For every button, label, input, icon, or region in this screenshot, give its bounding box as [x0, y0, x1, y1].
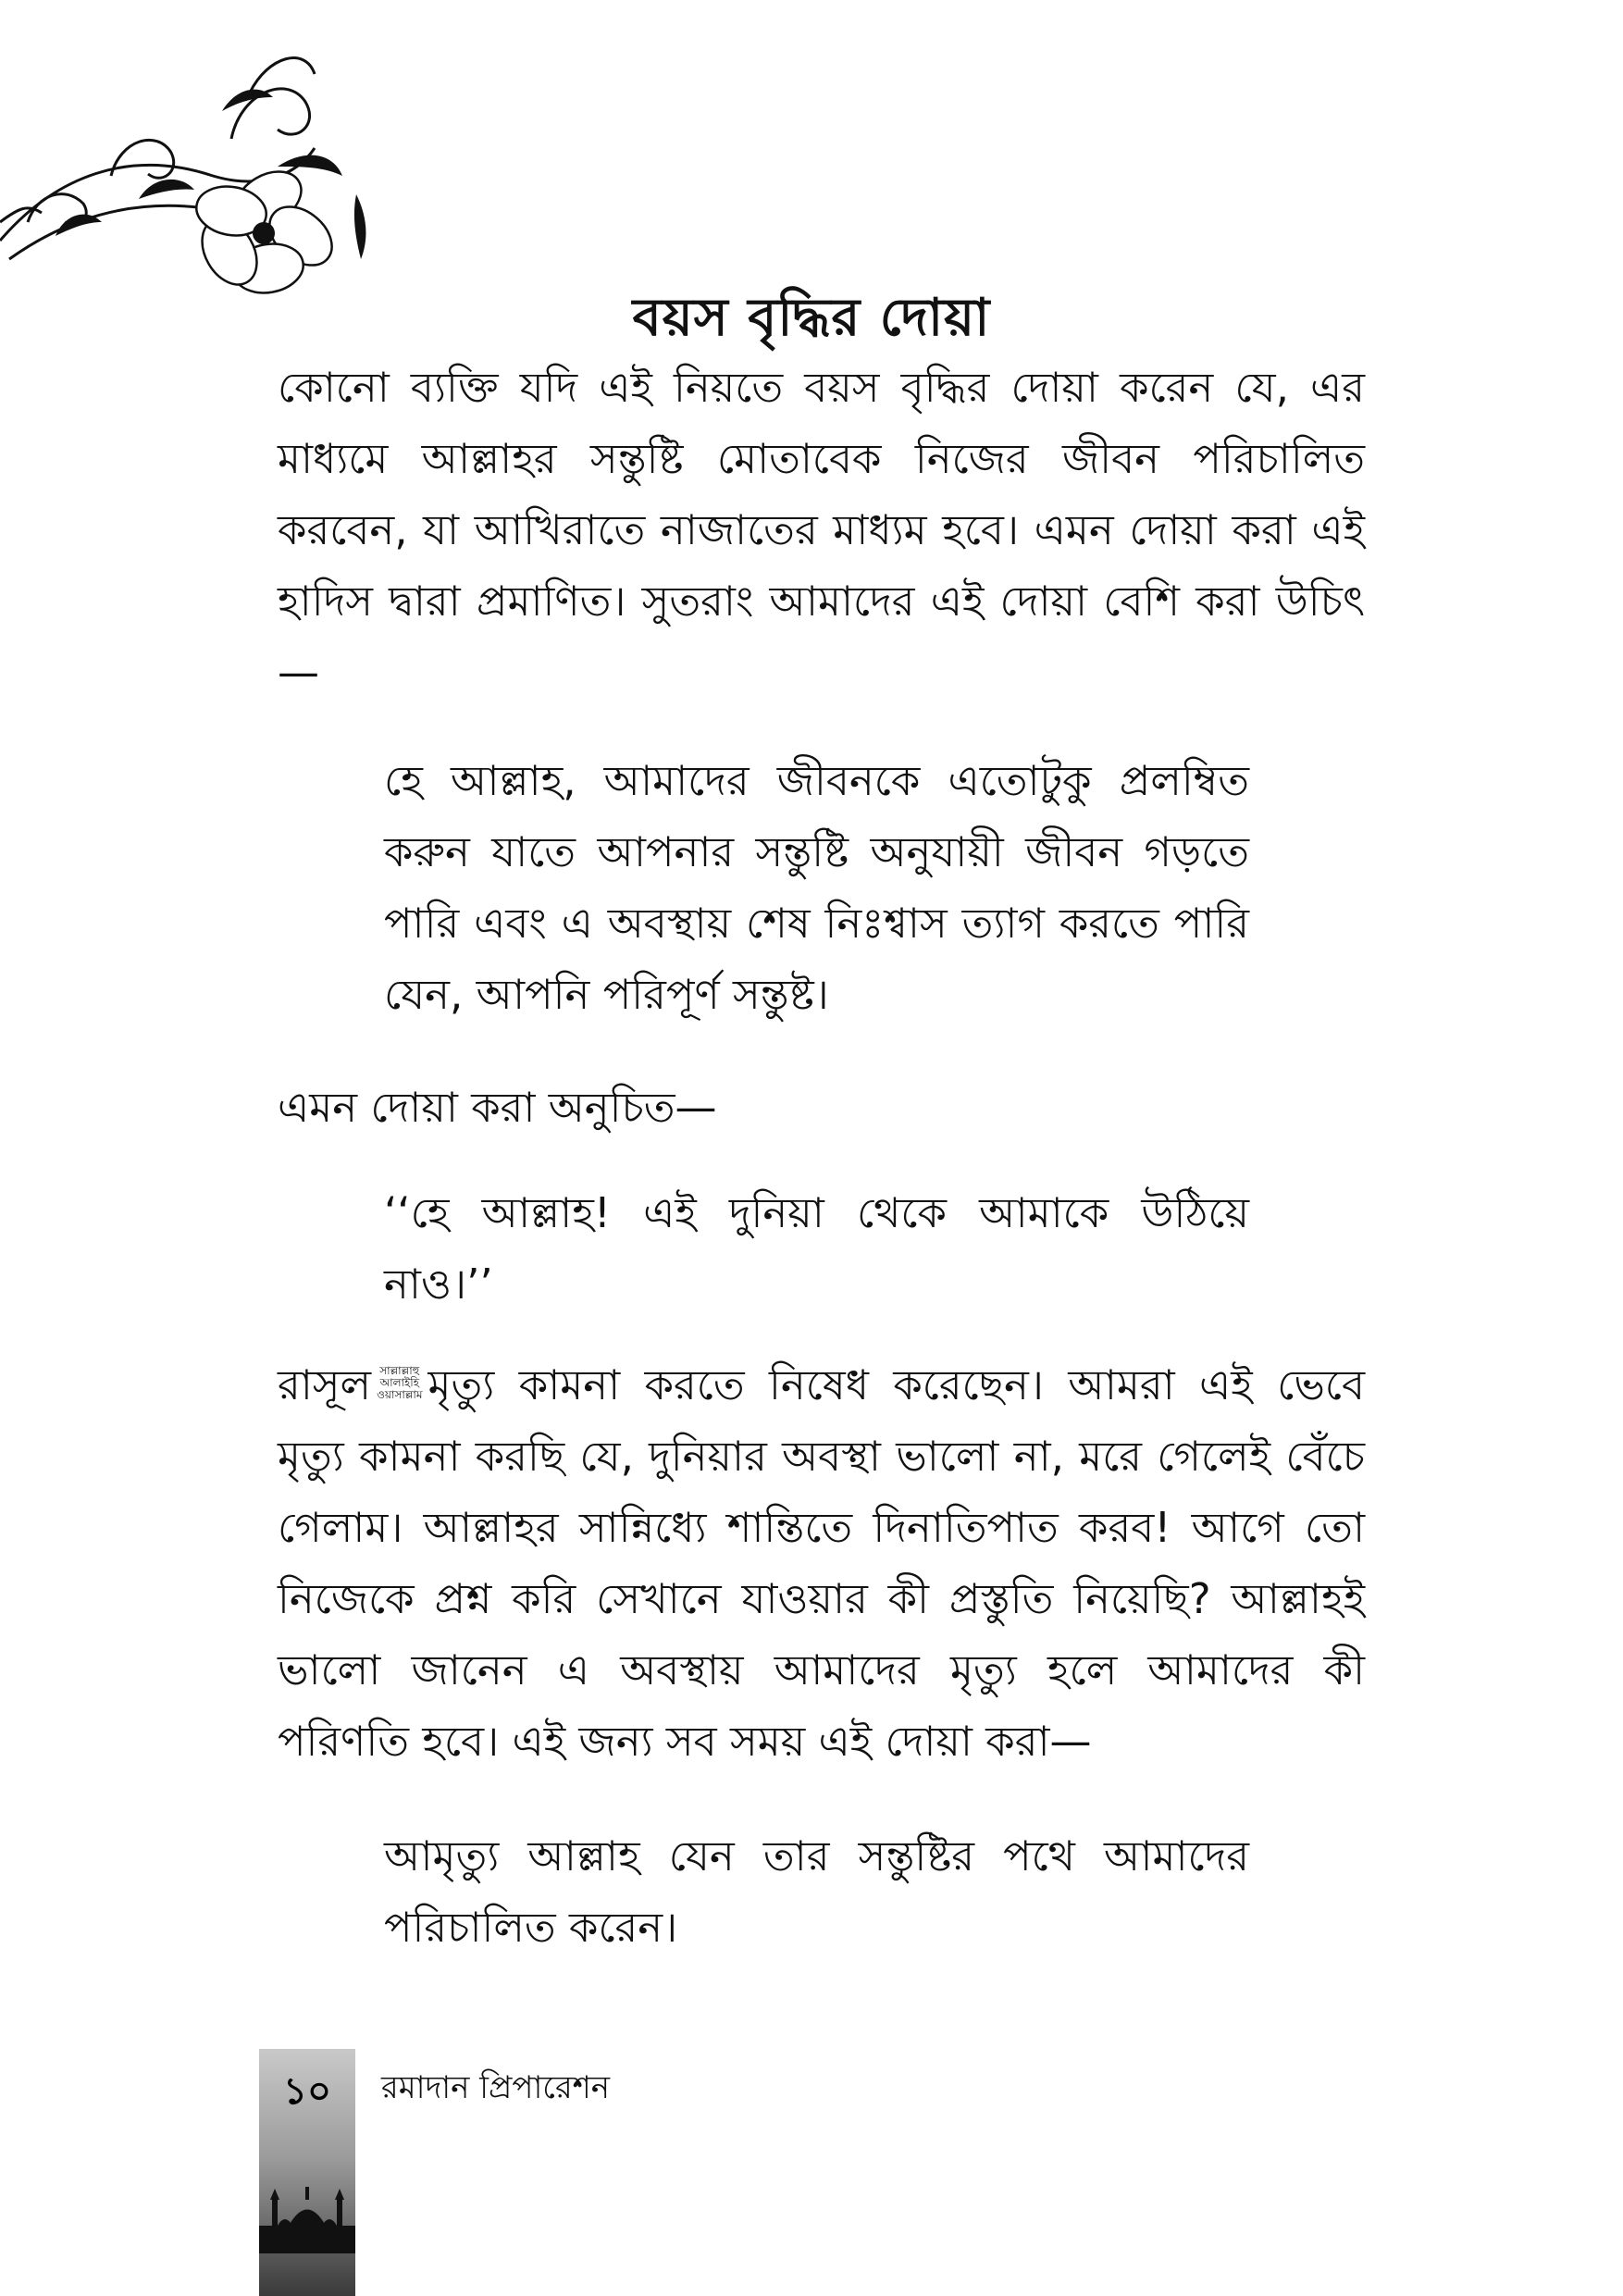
dua-quote-recommended: হে আল্লাহ, আমাদের জীবনকে এতোটুকু প্রলম্বিত করুন যাতে আপনার সন্তুষ্টি অনুযায়ী জীবন গড়তে পারি এবং এ অবস্থায় শেষ নিঃশ্বাস ত্যাগ করতে পারি যেন, আপনি পরিপূর্ণ সন্তুষ্ট। [384, 756, 1249, 1019]
page-title: বয়স বৃদ্ধির দোয়া [632, 288, 991, 348]
page-number: ১০ [283, 2070, 331, 2113]
mosque-silhouette-icon [259, 2170, 355, 2253]
dua-quote-improper: ‘‘হে আল্লাহ! এই দুনিয়া থেকে আমাকে উঠিয়ে নাও।’’ [384, 1188, 1249, 1309]
paragraph-explanation [278, 1349, 1365, 1777]
floral-ornament-icon [0, 37, 389, 315]
paragraph-start-word: রাসূল [278, 1360, 372, 1409]
salutation-honorific: সাল্লাল্লাহু আলাইহি ওয়াসাল্লাম [377, 1363, 423, 1401]
paragraph-rest: মৃত্যু কামনা করতে নিষেধ করেছেন। আমরা এই ভেবে মৃত্যু কামনা করছি যে, দুনিয়ার অবস্থা ভালো না, মরে গেলেই বেঁচে গেলাম। আল্লাহর সান্নিধ্যে শান্তিতে দিনাতিপাত করব! আগে তো নিজেকে প্রশ্ন করি সেখানে যাওয়ার কী প্রস্তুতি নিয়েছি? আল্লাহই ভালো জানেন এ অবস্থায় আমাদের মৃত্যু হলে আমাদের কী পরিণতি হবে। এই জন্য সব সময় এই দোয়া করা— [278, 1360, 1365, 1766]
dua-quote-final: আমৃত্যু আল্লাহ যেন তার সন্তুষ্টির পথে আমাদের পরিচালিত করেন। [384, 1831, 1249, 1952]
running-footer-title: রমাদান প্রিপারেশন [381, 2069, 611, 2106]
lead-improper-dua: এমন দোয়া করা অনুচিত— [278, 1083, 717, 1132]
paragraph-intro: কোনো ব্যক্তি যদি এই নিয়তে বয়স বৃদ্ধির দোয়া করেন যে, এর মাধ্যমে আল্লাহর সন্তুষ্টি মোতাবেক নিজের জীবন পরিচালিত করবেন, যা আখিরাতে নাজাতের মাধ্যম হবে। এমন দোয়া করা এই হাদিস দ্বারা প্রমাণিত। সুতরাং আমাদের এই দোয়া বেশি করা উচিৎ— [278, 363, 1365, 697]
